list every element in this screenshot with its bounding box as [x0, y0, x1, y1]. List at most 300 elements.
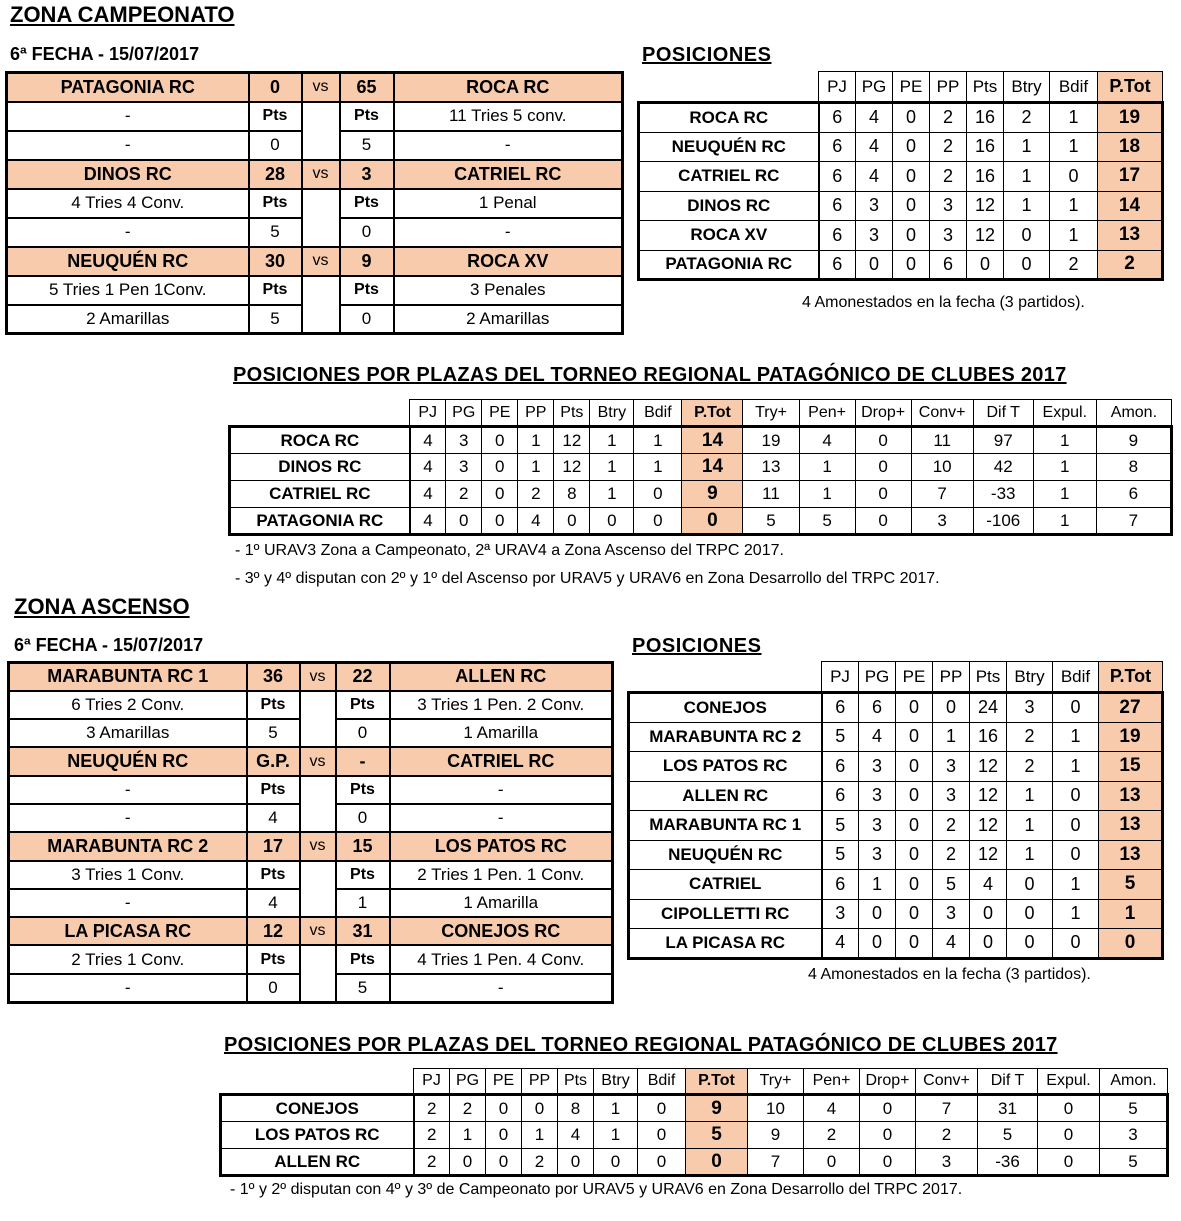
away-team: CONEJOS RC: [390, 917, 613, 945]
away-team: ROCA XV: [394, 247, 623, 276]
stat-cell: 13: [1099, 840, 1163, 870]
away-points: Pts: [336, 945, 390, 973]
stat-cell: 5: [933, 870, 970, 900]
column-header: PJ: [819, 72, 856, 103]
team-name: PATAGONIA RC: [230, 508, 410, 535]
home-points: Pts: [249, 102, 302, 131]
stat-cell: 42: [973, 454, 1033, 481]
stat-cell: 0: [896, 840, 933, 870]
stat-cell: 0: [893, 103, 930, 133]
stat-cell: 0: [855, 481, 911, 508]
match-detail-row: [9, 889, 613, 917]
stat-cell: 3: [933, 781, 970, 811]
stat-cell: 19: [1099, 722, 1163, 752]
stat-cell: 1: [594, 1095, 638, 1122]
team-name: NEUQUÉN RC: [639, 132, 819, 162]
stat-cell: 11: [743, 481, 799, 508]
stat-cell: 5: [743, 508, 799, 535]
stat-cell: 5: [822, 722, 859, 752]
stat-cell: 0: [486, 1149, 522, 1176]
stat-cell: 2: [446, 481, 482, 508]
home-points: 0: [249, 131, 302, 160]
stat-cell: 1: [450, 1122, 486, 1149]
team-name: MARABUNTA RC 2: [629, 722, 822, 752]
stat-cell: 0: [860, 1149, 916, 1176]
stat-cell: 10: [911, 454, 973, 481]
standing-row: [629, 840, 1163, 870]
home-detail: 5 Tries 1 Pen 1Conv.: [7, 276, 249, 305]
column-header: PE: [482, 400, 518, 427]
home-team: MARABUNTA RC 1: [9, 663, 247, 691]
home-detail: -: [7, 102, 249, 131]
stat-cell: 2: [1098, 250, 1163, 280]
stat-cell: 1: [799, 454, 855, 481]
home-points: Pts: [249, 276, 302, 305]
team-name: PATAGONIA RC: [639, 250, 819, 280]
stat-cell: 8: [558, 1095, 594, 1122]
stat-cell: 0: [522, 1095, 558, 1122]
stat-cell: 14: [1098, 191, 1163, 221]
vs-gap: [300, 691, 336, 719]
vs-label: vs: [302, 73, 340, 102]
standing-row: [230, 481, 1172, 508]
stat-cell: 1: [1004, 132, 1050, 162]
away-points: Pts: [336, 861, 390, 889]
stat-cell: 13: [1099, 811, 1163, 841]
stat-cell: 7: [1096, 508, 1171, 535]
column-header: PP: [933, 662, 970, 693]
stat-cell: 0: [896, 811, 933, 841]
stat-cell: 5: [799, 508, 855, 535]
standing-row: [221, 1095, 1168, 1122]
stat-cell: 16: [967, 132, 1004, 162]
stat-cell: 0: [893, 162, 930, 192]
stat-cell: 3: [933, 899, 970, 929]
standing-row: [629, 722, 1163, 752]
column-header: PE: [486, 1069, 522, 1095]
stat-cell: 0: [1007, 929, 1053, 959]
stat-cell: 0: [856, 250, 893, 280]
header-row: [221, 1069, 1168, 1095]
standing-row: [221, 1149, 1168, 1176]
column-header: Btry: [1004, 72, 1050, 103]
away-points: 1: [336, 889, 390, 917]
standing-row: [629, 929, 1163, 959]
team-name: ALLEN RC: [629, 781, 822, 811]
stat-cell: 0: [893, 132, 930, 162]
stat-cell: 0: [933, 693, 970, 723]
stat-cell: 6: [822, 781, 859, 811]
stat-cell: 0: [486, 1095, 522, 1122]
stat-cell: 0: [896, 752, 933, 782]
home-points: 4: [247, 804, 300, 832]
stat-cell: 0: [1004, 221, 1050, 251]
column-header: Bdif: [1053, 662, 1099, 693]
away-detail: 3 Tries 1 Pen. 2 Conv.: [390, 691, 613, 719]
team-name: DINOS RC: [230, 454, 410, 481]
stat-cell: 0: [893, 221, 930, 251]
stat-cell: 3: [856, 221, 893, 251]
match-header-row: [7, 247, 623, 276]
away-detail: 3 Penales: [394, 276, 623, 305]
stat-cell: 1: [1004, 191, 1050, 221]
stat-cell: 0: [896, 870, 933, 900]
stat-cell: 19: [1098, 103, 1163, 133]
away-detail: -: [390, 776, 613, 804]
stat-cell: 5: [822, 811, 859, 841]
away-team: LOS PATOS RC: [390, 832, 613, 860]
stat-cell: 1: [1053, 722, 1099, 752]
column-header: P.Tot: [682, 400, 743, 427]
stat-cell: 0: [896, 693, 933, 723]
column-header: PP: [522, 1069, 558, 1095]
column-header: Conv+: [911, 400, 973, 427]
stat-cell: 5: [1100, 1095, 1168, 1122]
away-score: 31: [336, 917, 390, 945]
team-name: DINOS RC: [639, 191, 819, 221]
home-team: PATAGONIA RC: [7, 73, 249, 102]
stat-cell: 6: [1096, 481, 1171, 508]
vs-label: vs: [302, 160, 340, 189]
stat-cell: 4: [410, 481, 446, 508]
stat-cell: 0: [1038, 1095, 1100, 1122]
home-points: 0: [247, 974, 300, 1002]
away-points: Pts: [340, 102, 394, 131]
stat-cell: 5: [822, 840, 859, 870]
stat-cell: 6: [822, 870, 859, 900]
column-header: PG: [446, 400, 482, 427]
stat-cell: 14: [682, 454, 743, 481]
header-blank: [230, 400, 410, 427]
column-header: Dif T: [978, 1069, 1038, 1095]
stat-cell: 12: [554, 427, 590, 454]
stat-cell: 1: [1004, 162, 1050, 192]
column-header: Drop+: [855, 400, 911, 427]
home-detail: -: [7, 131, 249, 160]
stat-cell: 12: [967, 191, 1004, 221]
stat-cell: 10: [748, 1095, 804, 1122]
stat-cell: 1: [590, 427, 634, 454]
stat-cell: 2: [930, 162, 967, 192]
stat-cell: 27: [1099, 693, 1163, 723]
team-name: LOS PATOS RC: [221, 1122, 414, 1149]
stat-cell: 0: [554, 508, 590, 535]
home-points: Pts: [247, 861, 300, 889]
stat-cell: 0: [446, 508, 482, 535]
stat-cell: 13: [1099, 781, 1163, 811]
stat-cell: 6: [819, 221, 856, 251]
stat-cell: 0: [682, 508, 743, 535]
match-detail-row: [9, 691, 613, 719]
team-name: MARABUNTA RC 1: [629, 811, 822, 841]
stat-cell: 1: [1050, 221, 1098, 251]
stat-cell: 3: [859, 781, 896, 811]
standing-row: [629, 693, 1163, 723]
stat-cell: 4: [799, 427, 855, 454]
stat-cell: 2: [930, 103, 967, 133]
match-detail-row: [9, 804, 613, 832]
stat-cell: 4: [856, 132, 893, 162]
standing-row: [230, 427, 1172, 454]
stat-cell: 4: [856, 103, 893, 133]
stat-cell: -106: [973, 508, 1033, 535]
stat-cell: 0: [1004, 250, 1050, 280]
vs-label: vs: [300, 747, 336, 775]
stat-cell: 2: [916, 1122, 978, 1149]
stat-cell: 9: [748, 1122, 804, 1149]
ascenso-fecha: 6ª FECHA - 15/07/2017: [14, 635, 204, 655]
home-points: 5: [249, 218, 302, 247]
stat-cell: 12: [970, 781, 1007, 811]
stat-cell: 0: [482, 481, 518, 508]
away-points: 0: [340, 305, 394, 334]
standing-row: [221, 1122, 1168, 1149]
away-points: Pts: [336, 776, 390, 804]
stat-cell: 1: [590, 481, 634, 508]
stat-cell: 6: [822, 752, 859, 782]
stat-cell: 0: [970, 899, 1007, 929]
home-points: 5: [247, 719, 300, 747]
match-detail-row: [9, 945, 613, 973]
stat-cell: 0: [590, 508, 634, 535]
stat-cell: 0: [486, 1122, 522, 1149]
column-header: PJ: [822, 662, 859, 693]
stat-cell: 2: [518, 481, 554, 508]
column-header: P.Tot: [1098, 72, 1163, 103]
column-header: Pts: [970, 662, 1007, 693]
stat-cell: 9: [686, 1095, 748, 1122]
stat-cell: 1: [1033, 508, 1096, 535]
campeonato-note-1: - 1º URAV3 Zona a Campeonato, 2ª URAV4 a Zona Ascenso del TRPC 2017.: [235, 542, 784, 559]
match-header-row: [7, 160, 623, 189]
match-header-row: [9, 747, 613, 775]
vs-gap: [302, 305, 340, 334]
stat-cell: 0: [1053, 781, 1099, 811]
stat-cell: 3: [1100, 1122, 1168, 1149]
stat-cell: 4: [856, 162, 893, 192]
home-team: DINOS RC: [7, 160, 249, 189]
stat-cell: 0: [855, 427, 911, 454]
column-header: Bdif: [1050, 72, 1098, 103]
stat-cell: 2: [1050, 250, 1098, 280]
home-score: 17: [247, 832, 300, 860]
stat-cell: 1: [634, 427, 682, 454]
stat-cell: 18: [1098, 132, 1163, 162]
home-points: Pts: [247, 691, 300, 719]
standing-row: [230, 508, 1172, 535]
zona-ascenso-title: ZONA ASCENSO: [14, 594, 190, 619]
stat-cell: 0: [855, 454, 911, 481]
stat-cell: 1: [594, 1122, 638, 1149]
zona-campeonato-title: ZONA CAMPEONATO: [10, 2, 235, 27]
stat-cell: 9: [1096, 427, 1171, 454]
stat-cell: 3: [916, 1149, 978, 1176]
stat-cell: 1: [1050, 103, 1098, 133]
stat-cell: 1: [799, 481, 855, 508]
stat-cell: 1: [1007, 811, 1053, 841]
stat-cell: 2: [450, 1095, 486, 1122]
column-header: Pts: [967, 72, 1004, 103]
team-name: LOS PATOS RC: [629, 752, 822, 782]
stat-cell: 1: [1050, 132, 1098, 162]
stat-cell: 2: [522, 1149, 558, 1176]
stat-cell: 1: [1053, 870, 1099, 900]
away-points: 0: [340, 218, 394, 247]
home-detail: 6 Tries 2 Conv.: [9, 691, 247, 719]
campeonato-amonestados: 4 Amonestados en la fecha (3 partidos).: [802, 294, 1085, 311]
stat-cell: 17: [1098, 162, 1163, 192]
home-detail: -: [7, 218, 249, 247]
stat-cell: 0: [1050, 162, 1098, 192]
stat-cell: 1: [1007, 840, 1053, 870]
stat-cell: 0: [638, 1095, 686, 1122]
column-header: Btry: [594, 1069, 638, 1095]
ascenso-amonestados: 4 Amonestados en la fecha (3 partidos).: [808, 966, 1091, 983]
standing-row: [639, 132, 1163, 162]
stat-cell: 5: [1100, 1149, 1168, 1176]
stat-cell: 97: [973, 427, 1033, 454]
stat-cell: 0: [1038, 1149, 1100, 1176]
away-points: Pts: [340, 276, 394, 305]
home-points: 5: [249, 305, 302, 334]
column-header: Btry: [590, 400, 634, 427]
campeonato-fecha: 6ª FECHA - 15/07/2017: [10, 44, 200, 64]
stat-cell: 1: [634, 454, 682, 481]
stat-cell: 4: [933, 929, 970, 959]
stat-cell: 24: [970, 693, 1007, 723]
team-name: ROCA XV: [639, 221, 819, 251]
stat-cell: 2: [933, 840, 970, 870]
vs-gap: [300, 889, 336, 917]
home-detail: 2 Tries 1 Conv.: [9, 945, 247, 973]
team-name: ALLEN RC: [221, 1149, 414, 1176]
ascenso-plazas-table: [219, 1068, 1169, 1177]
home-detail: 3 Amarillas: [9, 719, 247, 747]
stat-cell: 1: [1099, 899, 1163, 929]
standing-row: [629, 781, 1163, 811]
stat-cell: 0: [804, 1149, 860, 1176]
match-detail-row: [7, 131, 623, 160]
away-detail: 1 Penal: [394, 189, 623, 218]
stat-cell: 7: [916, 1095, 978, 1122]
stat-cell: 0: [558, 1149, 594, 1176]
standing-row: [629, 899, 1163, 929]
stat-cell: 0: [634, 481, 682, 508]
home-detail: 3 Tries 1 Conv.: [9, 861, 247, 889]
campeonato-plazas-title: POSICIONES POR PLAZAS DEL TORNEO REGIONAL PATAGÓNICO DE CLUBES 2017: [233, 364, 1067, 386]
match-detail-row: [7, 305, 623, 334]
stat-cell: 15: [1099, 752, 1163, 782]
away-points: 0: [336, 804, 390, 832]
away-points: 5: [336, 974, 390, 1002]
home-points: Pts: [247, 776, 300, 804]
home-score: 36: [247, 663, 300, 691]
match-detail-row: [7, 218, 623, 247]
stat-cell: 4: [410, 508, 446, 535]
match-detail-row: [7, 276, 623, 305]
stat-cell: 0: [1099, 929, 1163, 959]
vs-gap: [302, 189, 340, 218]
column-header: Amon.: [1100, 1069, 1168, 1095]
stat-cell: 2: [414, 1122, 450, 1149]
home-score: G.P.: [247, 747, 300, 775]
home-detail: -: [9, 804, 247, 832]
away-score: 3: [340, 160, 394, 189]
stat-cell: 3: [446, 427, 482, 454]
vs-gap: [302, 276, 340, 305]
stat-cell: 6: [819, 132, 856, 162]
campeonato-note-2: - 3º y 4º disputan con 2º y 1º del Ascenso por URAV5 y URAV6 en Zona Desarrollo del TRPC 2017.: [235, 570, 940, 587]
column-header: PP: [930, 72, 967, 103]
stat-cell: 1: [590, 454, 634, 481]
stat-cell: 0: [686, 1149, 748, 1176]
home-score: 28: [249, 160, 302, 189]
stat-cell: 0: [860, 1095, 916, 1122]
home-score: 30: [249, 247, 302, 276]
stat-cell: 2: [804, 1122, 860, 1149]
stat-cell: 4: [804, 1095, 860, 1122]
stat-cell: 3: [859, 811, 896, 841]
stat-cell: 6: [859, 693, 896, 723]
stat-cell: 3: [930, 191, 967, 221]
team-name: LA PICASA RC: [629, 929, 822, 959]
column-header: Drop+: [860, 1069, 916, 1095]
column-header: Conv+: [916, 1069, 978, 1095]
team-name: ROCA RC: [639, 103, 819, 133]
away-score: -: [336, 747, 390, 775]
stat-cell: 5: [1099, 870, 1163, 900]
stat-cell: 19: [743, 427, 799, 454]
away-detail: -: [390, 974, 613, 1002]
column-header: Bdif: [638, 1069, 686, 1095]
home-points: Pts: [249, 189, 302, 218]
stat-cell: 4: [558, 1122, 594, 1149]
match-header-row: [9, 917, 613, 945]
stat-cell: 0: [1053, 811, 1099, 841]
stat-cell: 1: [1053, 752, 1099, 782]
team-name: NEUQUÉN RC: [629, 840, 822, 870]
vs-gap: [302, 102, 340, 131]
stat-cell: 3: [1007, 693, 1053, 723]
stat-cell: 3: [859, 752, 896, 782]
stat-cell: 0: [638, 1149, 686, 1176]
stat-cell: 4: [410, 427, 446, 454]
stat-cell: 2: [414, 1149, 450, 1176]
stat-cell: 0: [450, 1149, 486, 1176]
match-detail-row: [9, 861, 613, 889]
stat-cell: 3: [911, 508, 973, 535]
stat-cell: 2: [1004, 103, 1050, 133]
column-header: Amon.: [1096, 400, 1171, 427]
match-detail-row: [9, 719, 613, 747]
column-header: Pts: [558, 1069, 594, 1095]
away-team: CATRIEL RC: [390, 747, 613, 775]
column-header: P.Tot: [686, 1069, 748, 1095]
stat-cell: 2: [930, 132, 967, 162]
column-header: PG: [856, 72, 893, 103]
home-points: Pts: [247, 945, 300, 973]
stat-cell: 0: [896, 929, 933, 959]
stat-cell: 0: [1053, 929, 1099, 959]
stat-cell: -36: [978, 1149, 1038, 1176]
away-detail: 2 Tries 1 Pen. 1 Conv.: [390, 861, 613, 889]
vs-gap: [300, 974, 336, 1002]
column-header: PE: [896, 662, 933, 693]
vs-gap: [300, 861, 336, 889]
column-header: Expul.: [1038, 1069, 1100, 1095]
column-header: Try+: [743, 400, 799, 427]
stat-cell: 2: [933, 811, 970, 841]
